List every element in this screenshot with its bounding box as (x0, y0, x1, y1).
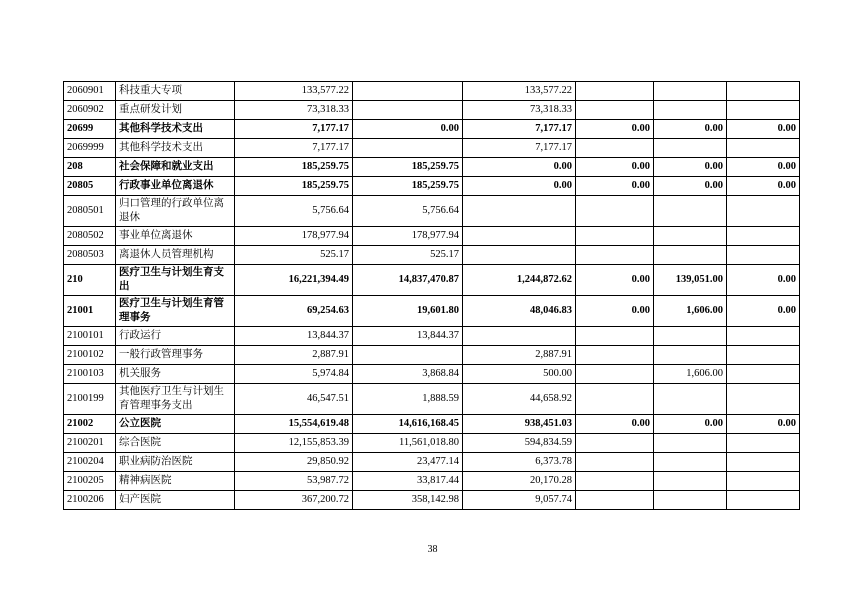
cell-amount-1: 16,221,394.49 (235, 265, 353, 296)
cell-amount-4 (576, 472, 654, 491)
cell-amount-5: 1,606.00 (654, 365, 727, 384)
cell-amount-2: 33,817.44 (353, 472, 463, 491)
cell-amount-2: 11,561,018.80 (353, 434, 463, 453)
cell-code: 2060901 (64, 82, 116, 101)
cell-amount-6 (727, 82, 800, 101)
cell-amount-3: 594,834.59 (463, 434, 576, 453)
cell-amount-4 (576, 434, 654, 453)
cell-amount-1: 15,554,619.48 (235, 415, 353, 434)
cell-name: 精神病医院 (116, 472, 235, 491)
cell-code: 210 (64, 265, 116, 296)
cell-amount-6 (727, 196, 800, 227)
cell-code: 2100201 (64, 434, 116, 453)
cell-amount-3: 44,658.92 (463, 384, 576, 415)
cell-amount-6 (727, 365, 800, 384)
cell-amount-3: 500.00 (463, 365, 576, 384)
cell-code: 2100102 (64, 346, 116, 365)
table-row (64, 82, 800, 101)
cell-amount-2 (353, 101, 463, 120)
cell-amount-6: 0.00 (727, 177, 800, 196)
cell-amount-6: 0.00 (727, 265, 800, 296)
table-row (64, 246, 800, 265)
cell-code: 2100103 (64, 365, 116, 384)
cell-name: 一般行政管理事务 (116, 346, 235, 365)
cell-amount-5: 0.00 (654, 120, 727, 139)
cell-amount-5 (654, 82, 727, 101)
cell-amount-2: 13,844.37 (353, 327, 463, 346)
cell-amount-2: 0.00 (353, 120, 463, 139)
cell-name: 医疗卫生与计划生育管理事务 (116, 296, 235, 327)
cell-code: 2100101 (64, 327, 116, 346)
cell-name: 归口管理的行政单位离退休 (116, 196, 235, 227)
cell-amount-4: 0.00 (576, 415, 654, 434)
cell-name: 事业单位离退休 (116, 227, 235, 246)
table-row (64, 158, 800, 177)
cell-name: 其他科学技术支出 (116, 120, 235, 139)
cell-amount-1: 7,177.17 (235, 139, 353, 158)
cell-name: 职业病防治医院 (116, 453, 235, 472)
cell-amount-4 (576, 101, 654, 120)
cell-amount-3: 7,177.17 (463, 120, 576, 139)
cell-amount-6 (727, 453, 800, 472)
table-row (64, 101, 800, 120)
cell-amount-5 (654, 101, 727, 120)
cell-amount-4: 0.00 (576, 158, 654, 177)
cell-amount-1: 29,850.92 (235, 453, 353, 472)
cell-amount-1: 73,318.33 (235, 101, 353, 120)
cell-amount-4 (576, 453, 654, 472)
cell-amount-2 (353, 346, 463, 365)
cell-amount-4 (576, 246, 654, 265)
cell-amount-1: 185,259.75 (235, 177, 353, 196)
cell-amount-6 (727, 101, 800, 120)
table-row (64, 120, 800, 139)
cell-code: 20699 (64, 120, 116, 139)
cell-name: 机关服务 (116, 365, 235, 384)
cell-amount-6 (727, 246, 800, 265)
cell-amount-6: 0.00 (727, 415, 800, 434)
cell-code: 2080502 (64, 227, 116, 246)
page-number: 38 (427, 544, 438, 555)
cell-amount-2: 185,259.75 (353, 177, 463, 196)
table-row (64, 139, 800, 158)
cell-amount-4 (576, 139, 654, 158)
cell-amount-2: 1,888.59 (353, 384, 463, 415)
cell-code: 2100205 (64, 472, 116, 491)
cell-amount-4 (576, 196, 654, 227)
cell-name: 妇产医院 (116, 491, 235, 510)
budget-table (63, 81, 800, 510)
cell-amount-3: 20,170.28 (463, 472, 576, 491)
table-row (64, 453, 800, 472)
cell-amount-1: 185,259.75 (235, 158, 353, 177)
cell-amount-2: 185,259.75 (353, 158, 463, 177)
cell-name: 社会保障和就业支出 (116, 158, 235, 177)
table-row (64, 434, 800, 453)
cell-amount-5: 1,606.00 (654, 296, 727, 327)
cell-amount-6 (727, 491, 800, 510)
cell-amount-4: 0.00 (576, 177, 654, 196)
cell-amount-2: 14,837,470.87 (353, 265, 463, 296)
cell-amount-3 (463, 196, 576, 227)
cell-amount-4: 0.00 (576, 120, 654, 139)
cell-amount-5 (654, 139, 727, 158)
cell-code: 2080503 (64, 246, 116, 265)
cell-amount-6: 0.00 (727, 120, 800, 139)
cell-amount-5: 0.00 (654, 415, 727, 434)
cell-amount-2: 178,977.94 (353, 227, 463, 246)
cell-name: 科技重大专项 (116, 82, 235, 101)
cell-amount-5 (654, 491, 727, 510)
cell-amount-2: 19,601.80 (353, 296, 463, 327)
table-row (64, 365, 800, 384)
cell-amount-3: 9,057.74 (463, 491, 576, 510)
cell-amount-2: 358,142.98 (353, 491, 463, 510)
table-row (64, 227, 800, 246)
cell-amount-3: 0.00 (463, 158, 576, 177)
cell-amount-4 (576, 82, 654, 101)
cell-amount-2 (353, 82, 463, 101)
cell-amount-2: 14,616,168.45 (353, 415, 463, 434)
cell-amount-1: 69,254.63 (235, 296, 353, 327)
budget-table-body (64, 82, 800, 510)
cell-amount-6 (727, 227, 800, 246)
table-row (64, 196, 800, 227)
cell-amount-3 (463, 327, 576, 346)
cell-amount-6: 0.00 (727, 296, 800, 327)
cell-amount-3: 0.00 (463, 177, 576, 196)
table-row (64, 296, 800, 327)
cell-amount-3: 1,244,872.62 (463, 265, 576, 296)
cell-amount-5 (654, 327, 727, 346)
cell-amount-2: 23,477.14 (353, 453, 463, 472)
cell-amount-3: 73,318.33 (463, 101, 576, 120)
cell-amount-5: 0.00 (654, 177, 727, 196)
cell-amount-1: 525.17 (235, 246, 353, 265)
cell-amount-6: 0.00 (727, 158, 800, 177)
table-row (64, 327, 800, 346)
cell-amount-5: 0.00 (654, 158, 727, 177)
table-row (64, 346, 800, 365)
cell-amount-3: 48,046.83 (463, 296, 576, 327)
cell-amount-1: 46,547.51 (235, 384, 353, 415)
cell-amount-1: 7,177.17 (235, 120, 353, 139)
cell-amount-3: 6,373.78 (463, 453, 576, 472)
table-row (64, 384, 800, 415)
cell-amount-5 (654, 472, 727, 491)
cell-amount-3: 938,451.03 (463, 415, 576, 434)
cell-amount-1: 5,974.84 (235, 365, 353, 384)
cell-code: 2100199 (64, 384, 116, 415)
cell-amount-1: 2,887.91 (235, 346, 353, 365)
cell-name: 重点研发计划 (116, 101, 235, 120)
cell-amount-1: 12,155,853.39 (235, 434, 353, 453)
cell-amount-2: 525.17 (353, 246, 463, 265)
cell-code: 2069999 (64, 139, 116, 158)
cell-amount-1: 5,756.64 (235, 196, 353, 227)
cell-name: 离退休人员管理机构 (116, 246, 235, 265)
table-row (64, 491, 800, 510)
cell-name: 医疗卫生与计划生育支出 (116, 265, 235, 296)
cell-amount-4 (576, 327, 654, 346)
cell-amount-4: 0.00 (576, 296, 654, 327)
cell-amount-1: 133,577.22 (235, 82, 353, 101)
cell-code: 21001 (64, 296, 116, 327)
cell-name: 行政运行 (116, 327, 235, 346)
cell-amount-5 (654, 196, 727, 227)
cell-code: 2100206 (64, 491, 116, 510)
cell-name: 行政事业单位离退休 (116, 177, 235, 196)
cell-amount-6 (727, 346, 800, 365)
cell-amount-5 (654, 384, 727, 415)
cell-amount-5 (654, 346, 727, 365)
cell-amount-3: 7,177.17 (463, 139, 576, 158)
table-row (64, 472, 800, 491)
cell-name: 其他医疗卫生与计划生育管理事务支出 (116, 384, 235, 415)
cell-code: 20805 (64, 177, 116, 196)
cell-amount-6 (727, 139, 800, 158)
cell-amount-5 (654, 227, 727, 246)
cell-amount-6 (727, 434, 800, 453)
cell-amount-2 (353, 139, 463, 158)
cell-amount-2: 5,756.64 (353, 196, 463, 227)
cell-amount-4 (576, 491, 654, 510)
cell-amount-5 (654, 434, 727, 453)
cell-name: 综合医院 (116, 434, 235, 453)
cell-amount-5: 139,051.00 (654, 265, 727, 296)
cell-amount-4 (576, 227, 654, 246)
cell-amount-4 (576, 365, 654, 384)
cell-amount-4 (576, 346, 654, 365)
cell-code: 21002 (64, 415, 116, 434)
cell-name: 公立医院 (116, 415, 235, 434)
cell-amount-1: 367,200.72 (235, 491, 353, 510)
cell-code: 208 (64, 158, 116, 177)
cell-amount-1: 53,987.72 (235, 472, 353, 491)
cell-amount-4 (576, 384, 654, 415)
table-row (64, 177, 800, 196)
cell-code: 2100204 (64, 453, 116, 472)
cell-amount-6 (727, 327, 800, 346)
cell-name: 其他科学技术支出 (116, 139, 235, 158)
cell-amount-5 (654, 246, 727, 265)
cell-amount-3: 133,577.22 (463, 82, 576, 101)
table-row (64, 415, 800, 434)
table-row (64, 265, 800, 296)
cell-amount-1: 13,844.37 (235, 327, 353, 346)
cell-amount-6 (727, 384, 800, 415)
cell-amount-3 (463, 227, 576, 246)
cell-code: 2080501 (64, 196, 116, 227)
cell-amount-6 (727, 472, 800, 491)
cell-amount-2: 3,868.84 (353, 365, 463, 384)
cell-amount-3: 2,887.91 (463, 346, 576, 365)
cell-amount-4: 0.00 (576, 265, 654, 296)
cell-amount-1: 178,977.94 (235, 227, 353, 246)
cell-amount-3 (463, 246, 576, 265)
cell-amount-5 (654, 453, 727, 472)
cell-code: 2060902 (64, 101, 116, 120)
